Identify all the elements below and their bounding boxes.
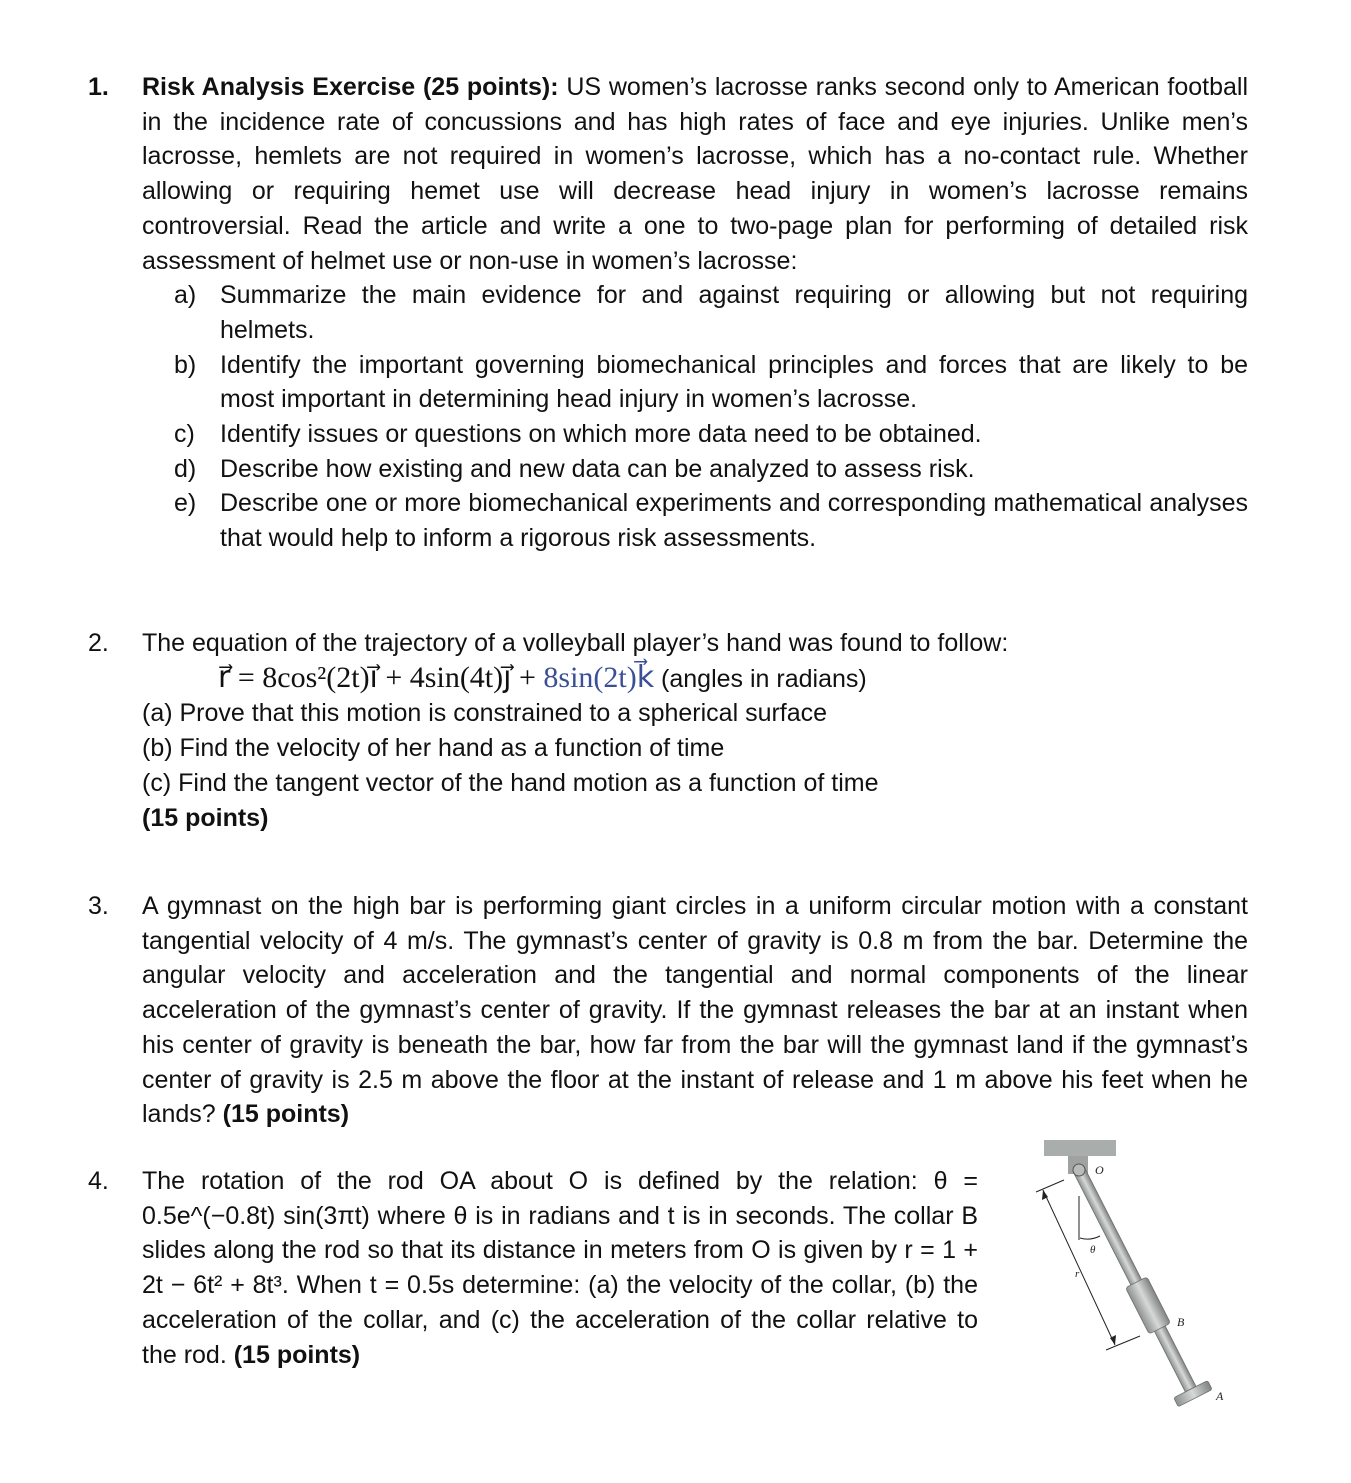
svg-text:r: r: [1075, 1268, 1080, 1280]
subquestion-item: b) Identify the important governing biomechanical principles and forces that are likely to be most important in determining head injury in women’s lacrosse.: [174, 350, 1248, 414]
question-points: (15 points): [142, 803, 269, 832]
question-text: A gymnast on the high bar is performing giant circles in a uniform circular motion with a constant tangential velocity of 4 m/s. The gymnast’s center of gravity is 0.8 m from the bar. Determine the angular velocity and acceleration and the tangential and normal components of the linear acceleration of the gymnast’s center of gravity. If the gymnast releases the bar at an instant when his center of gravity is beneath the bar, how far from the bar will the gymnast land if the gymnast’s center of gravity is 2.5 m above the floor at the instant of release and 1 m above his feet when he lands?: [142, 892, 1248, 1129]
svg-text:O: O: [1095, 1163, 1104, 1177]
subquestion-item: (a) Prove that this motion is constrained to a spherical surface: [142, 699, 828, 728]
rod-diagram-icon: [1020, 1140, 1250, 1430]
question-intro: The equation of the trajectory of a volleyball player’s hand was found to follow:: [142, 629, 1009, 657]
question-4: [88, 1164, 978, 1372]
subquestion-list: [174, 278, 1248, 556]
question-2: [88, 626, 1248, 835]
question-number: 4.: [88, 1167, 109, 1195]
svg-text:A: A: [1216, 1389, 1224, 1403]
subquestion-item: (b) Find the velocity of her hand as a function of time: [142, 734, 725, 763]
question-text: The rotation of the rod OA about O is defined by the relation: θ = 0.5e^(−0.8t) sin(3πt) where θ is in radians and t is in seconds. The collar B slides along the rod so that its distance in meters from O is given by r = 1 + 2t − 6t² + 8t³. When t = 0.5s determine: (a) the velocity of the collar, (b) the acceleration of the collar, and (c) the acceleration of the collar relative to the rod.: [142, 1167, 978, 1369]
trajectory-equation: r⃗ = 8cos²(2t)i⃗ + 4sin(4t)j⃗ + 8sin(2t)k⃗ (angles in radians): [218, 660, 867, 694]
question-points: (15 points): [233, 1340, 361, 1369]
question-number: 1.: [88, 73, 109, 101]
question-1: [88, 70, 1248, 556]
rod-collar-figure: [1020, 1140, 1250, 1430]
question-number: 3.: [88, 892, 109, 920]
svg-text:θ: θ: [1090, 1244, 1096, 1256]
question-number: 2.: [88, 629, 109, 657]
subquestion-item: d) Describe how existing and new data can be analyzed to assess risk.: [174, 454, 975, 483]
question-intro: US women’s lacrosse ranks second only to American football in the incidence rate of concussions and has high rates of face and eye injuries. Unlike men’s lacrosse, hemlets are not required in women’s lacrosse, which has a no-contact rule. Whether allowing or requiring hemet use will decrease head injury in women’s lacrosse remains controversial. Read the article and write a one to two-page plan for performing of detailed risk assessment of helmet use or non-use in women’s lacrosse:: [142, 73, 1249, 275]
question-title: Risk Analysis Exercise (25 points):: [142, 73, 559, 101]
svg-text:B: B: [1177, 1315, 1185, 1329]
question-3: [88, 889, 1248, 1132]
subquestion-item: e) Describe one or more biomechanical experiments and corresponding mathematical analyses that would help to inform a rigorous risk assessments.: [174, 489, 1248, 553]
subquestion-item: c) Identify issues or questions on which more data need to be obtained.: [174, 420, 982, 449]
subquestion-item: (c) Find the tangent vector of the hand motion as a function of time: [142, 768, 879, 797]
subquestion-item: a) Summarize the main evidence for and against requiring or allowing but not requiring helmets.: [174, 281, 1248, 344]
question-points: (15 points): [222, 1100, 350, 1129]
